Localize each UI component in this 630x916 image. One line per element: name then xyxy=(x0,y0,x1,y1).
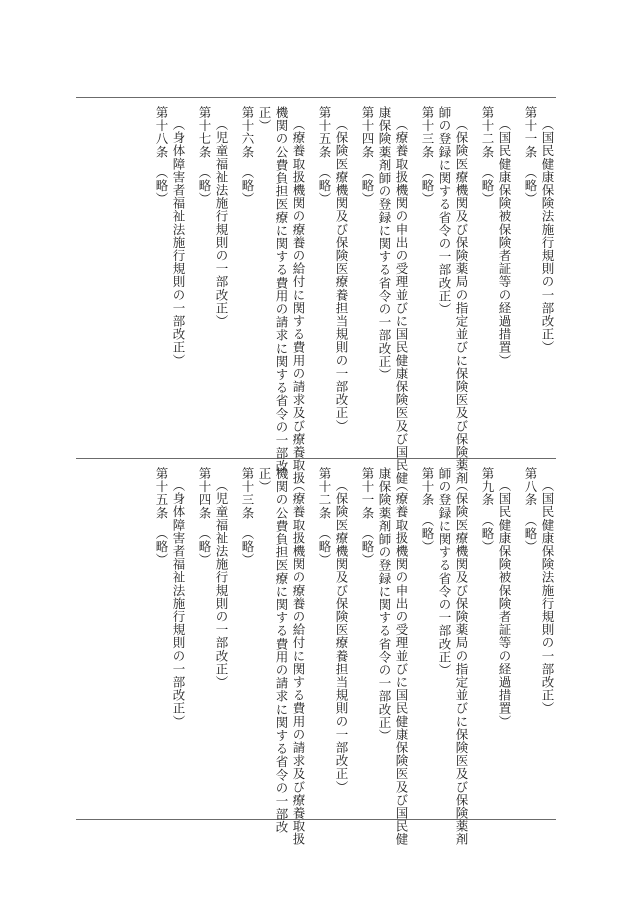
article-entry xyxy=(479,106,513,367)
article-entry xyxy=(196,106,230,328)
article-number: 第九条（略） xyxy=(480,467,495,554)
article-entry xyxy=(522,106,556,354)
article-entry xyxy=(419,106,470,485)
article-entry xyxy=(196,467,230,689)
article-number: 第十三条（略） xyxy=(420,106,435,206)
article-number: 第八条（略） xyxy=(523,467,538,554)
bottom-rule xyxy=(76,819,556,820)
article-heading-cont: 康保険薬剤師の登録に関する省令の一部改正） xyxy=(377,467,392,743)
article-heading: （療養取扱機関の申出の受理並びに国民健康保険医及び国民健 xyxy=(394,118,409,485)
article-number: 第十七条（略） xyxy=(197,106,212,206)
article-number: 第十一条（略） xyxy=(523,106,538,206)
top-rule xyxy=(76,97,556,98)
article-entry xyxy=(239,467,307,846)
current-text-pane xyxy=(76,467,556,846)
article-heading: （療養取扱機関の療養の給付に関する費用の請求及び療養取扱 xyxy=(291,479,306,846)
article-heading: （保険医療機関及び保険薬局の指定並びに保険医及び保険薬剤 xyxy=(454,118,469,485)
article-entry xyxy=(316,106,350,432)
article-heading: （療養取扱機関の申出の受理並びに国民健康保険医及び国民健 xyxy=(394,479,409,846)
article-entry xyxy=(359,467,410,846)
article-heading: （国民健康保険法施行規則の一部改正） xyxy=(540,118,555,354)
article-heading-cont: 機関の公費負担医療に関する費用の請求に関する省令の一部改 xyxy=(274,467,289,834)
amended-text-pane xyxy=(76,106,556,485)
article-entry xyxy=(359,106,410,485)
article-heading: （国民健康保険法施行規則の一部改正） xyxy=(540,479,555,715)
article-number: 第十条（略） xyxy=(420,467,435,554)
article-heading: （身体障害者福祉法施行規則の一部改正） xyxy=(171,479,186,728)
article-entry xyxy=(153,467,187,728)
article-number: 第十五条（略） xyxy=(154,467,169,567)
article-entry xyxy=(522,467,556,715)
article-entry xyxy=(239,106,307,485)
article-heading: （身体障害者福祉法施行規則の一部改正） xyxy=(171,118,186,367)
article-heading-cont: 正） xyxy=(257,106,272,133)
article-heading: （療養取扱機関の療養の給付に関する費用の請求及び療養取扱 xyxy=(291,118,306,485)
middle-rule xyxy=(76,458,556,459)
article-number: 第十三条（略） xyxy=(240,467,255,567)
article-number: 第十五条（略） xyxy=(317,106,332,206)
article-heading: （国民健康保険被保険者証等の経過措置） xyxy=(497,479,512,728)
article-number: 第十四条（略） xyxy=(360,106,375,206)
article-entry xyxy=(153,106,187,367)
article-heading: （保険医療機関及び保険薬局の指定並びに保険医及び保険薬剤 xyxy=(454,479,469,846)
article-number: 第十二条（略） xyxy=(317,467,332,567)
article-heading-cont: 正） xyxy=(257,467,272,494)
article-heading-cont: 康保険薬剤師の登録に関する省令の一部改正） xyxy=(377,106,392,382)
article-heading: （保険医療機関及び保険医療養担当規則の一部改正） xyxy=(334,118,349,433)
article-heading: （児童福祉法施行規則の一部改正） xyxy=(214,479,229,689)
article-heading-cont: 機関の公費負担医療に関する費用の請求に関する省令の一部改 xyxy=(274,106,289,473)
article-number: 第十四条（略） xyxy=(197,467,212,567)
article-entry xyxy=(479,467,513,728)
article-heading-cont: 師の登録に関する省令の一部改正） xyxy=(437,467,452,677)
article-entry xyxy=(419,467,470,846)
article-number: 第十八条（略） xyxy=(154,106,169,206)
article-heading: （国民健康保険被保険者証等の経過措置） xyxy=(497,118,512,367)
article-heading-cont: 師の登録に関する省令の一部改正） xyxy=(437,106,452,316)
article-number: 第十一条（略） xyxy=(360,467,375,567)
article-number: 第十六条（略） xyxy=(240,106,255,206)
article-entry xyxy=(316,467,350,793)
article-heading: （保険医療機関及び保険医療養担当規則の一部改正） xyxy=(334,479,349,794)
article-heading: （児童福祉法施行規則の一部改正） xyxy=(214,118,229,328)
article-number: 第十二条（略） xyxy=(480,106,495,206)
